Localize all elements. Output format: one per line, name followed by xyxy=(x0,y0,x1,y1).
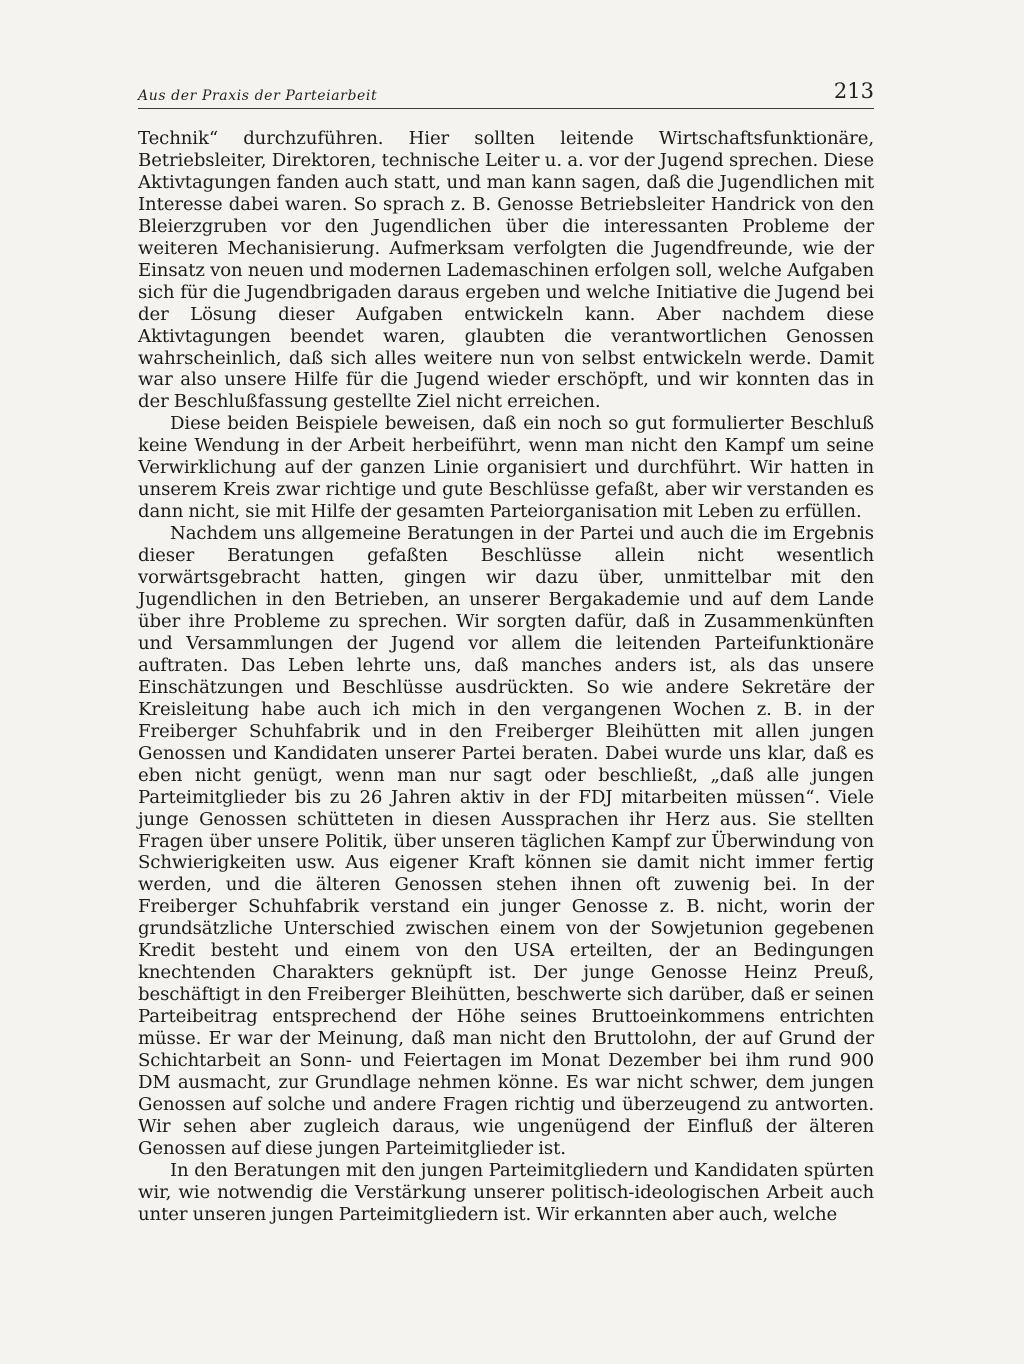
running-header xyxy=(138,80,874,109)
paragraph: Technik“ durchzuführen. Hier sollten leitende Wirtschaftsfunktionäre, Betriebsleiter, Direktoren, technische Leiter u. a. vor der Jugend sprechen. Diese Aktivtagungen fanden auch statt, und man kann sagen, daß die Jugendlichen mit Interesse dabei waren. So sprach z. B. Genosse Betriebsleiter Handrick von den Bleierzgruben vor den Jugendlichen über die interessanten Probleme der weiteren Mechanisierung. Aufmerksam verfolgten die Jugendfreunde, wie der Einsatz von neuen und modernen Lademaschinen erfolgen soll, welche Aufgaben sich für die Jugendbrigaden daraus ergeben und welche Initiative die Jugend bei der Lösung dieser Aufgaben entwickeln kann. Aber nachdem diese Aktivtagungen beendet waren, glaubten die verantwortlichen Genossen wahrscheinlich, daß sich alles weitere nun von selbst entwickeln werde. Damit war also unsere Hilfe für die Jugend wieder erschöpft, und wir konnten das in der Beschlußfassung gestellte Ziel nicht erreichen. xyxy=(138,128,874,413)
running-title: Aus der Praxis der Parteiarbeit xyxy=(138,88,378,104)
paragraph: Nachdem uns allgemeine Beratungen in der Partei und auch die im Ergebnis dieser Beratungen gefaßten Beschlüsse allein nicht wesentlich vorwärtsgebracht hatten, gingen wir dazu über, unmittelbar mit den Jugendlichen in den Betrieben, an unserer Bergakademie und auf dem Lande über ihre Probleme zu sprechen. Wir sorgten dafür, daß in Zusammenkünften und Versammlungen der Jugend vor allem die leitenden Parteifunktionäre auftraten. Das Leben lehrte uns, daß manches anders ist, als das unsere Einschätzungen und Beschlüsse ausdrückten. So wie andere Sekretäre der Kreisleitung habe auch ich mich in den vergangenen Wochen z. B. in der Freiberger Schuhfabrik und in den Freiberger Bleihütten mit allen jungen Genossen und Kandidaten unserer Partei beraten. Dabei wurde uns klar, daß es eben nicht genügt, wenn man nur sagt oder beschließt, „daß alle jungen Parteimitglieder bis zu 26 Jahren aktiv in der FDJ mitarbeiten müssen“. Viele junge Genossen schütteten in diesen Aussprachen ihr Herz aus. Sie stellten Fragen über unsere Politik, über unseren täglichen Kampf zur Überwindung von Schwierigkeiten usw. Aus eigener Kraft können sie damit nicht immer fertig werden, und die älteren Genossen stehen ihnen oft zuwenig bei. In der Freiberger Schuhfabrik verstand ein junger Genosse z. B. nicht, worin der grundsätzliche Unterschied zwischen einem von der Sowjetunion gegebenen Kredit besteht und einem von den USA erteilten, der an Bedingungen knechtenden Charakters geknüpft ist. Der junge Genosse Heinz Preuß, beschäftigt in den Freiberger Bleihütten, beschwerte sich darüber, daß er seinen Parteibeitrag entsprechend der Höhe seines Bruttoeinkommens entrichten müsse. Er war der Meinung, daß man nicht den Bruttolohn, der auf Grund der Schichtarbeit an Sonn- und Feiertagen im Monat Dezember bei ihm rund 900 DM ausmacht, zur Grundlage nehmen könne. Es war nicht schwer, dem jungen Genossen auf solche und andere Fragen richtig und überzeugend zu antworten. Wir sehen aber zugleich daraus, wie ungenügend der Einfluß der älteren Genossen auf diese jungen Parteimitglieder ist. xyxy=(138,523,874,1159)
page-number: 213 xyxy=(833,79,874,103)
paragraph: Diese beiden Beispiele beweisen, daß ein noch so gut formulierter Beschluß keine Wendung in der Arbeit herbeiführt, wenn man nicht den Kampf um seine Verwirklichung auf der ganzen Linie organisiert und durchführt. Wir hatten in unserem Kreis zwar richtige und gute Beschlüsse gefaßt, aber wir verstanden es dann nicht, sie mit Hilfe der gesamten Parteiorganisation mit Leben zu erfüllen. xyxy=(138,413,874,523)
body-text xyxy=(138,128,874,1226)
paragraph: In den Beratungen mit den jungen Parteimitgliedern und Kandidaten spürten wir, wie notwendig die Verstärkung unserer politisch-ideologischen Arbeit auch unter unseren jungen Parteimitgliedern ist. Wir erkannten aber auch, welche xyxy=(138,1159,874,1225)
